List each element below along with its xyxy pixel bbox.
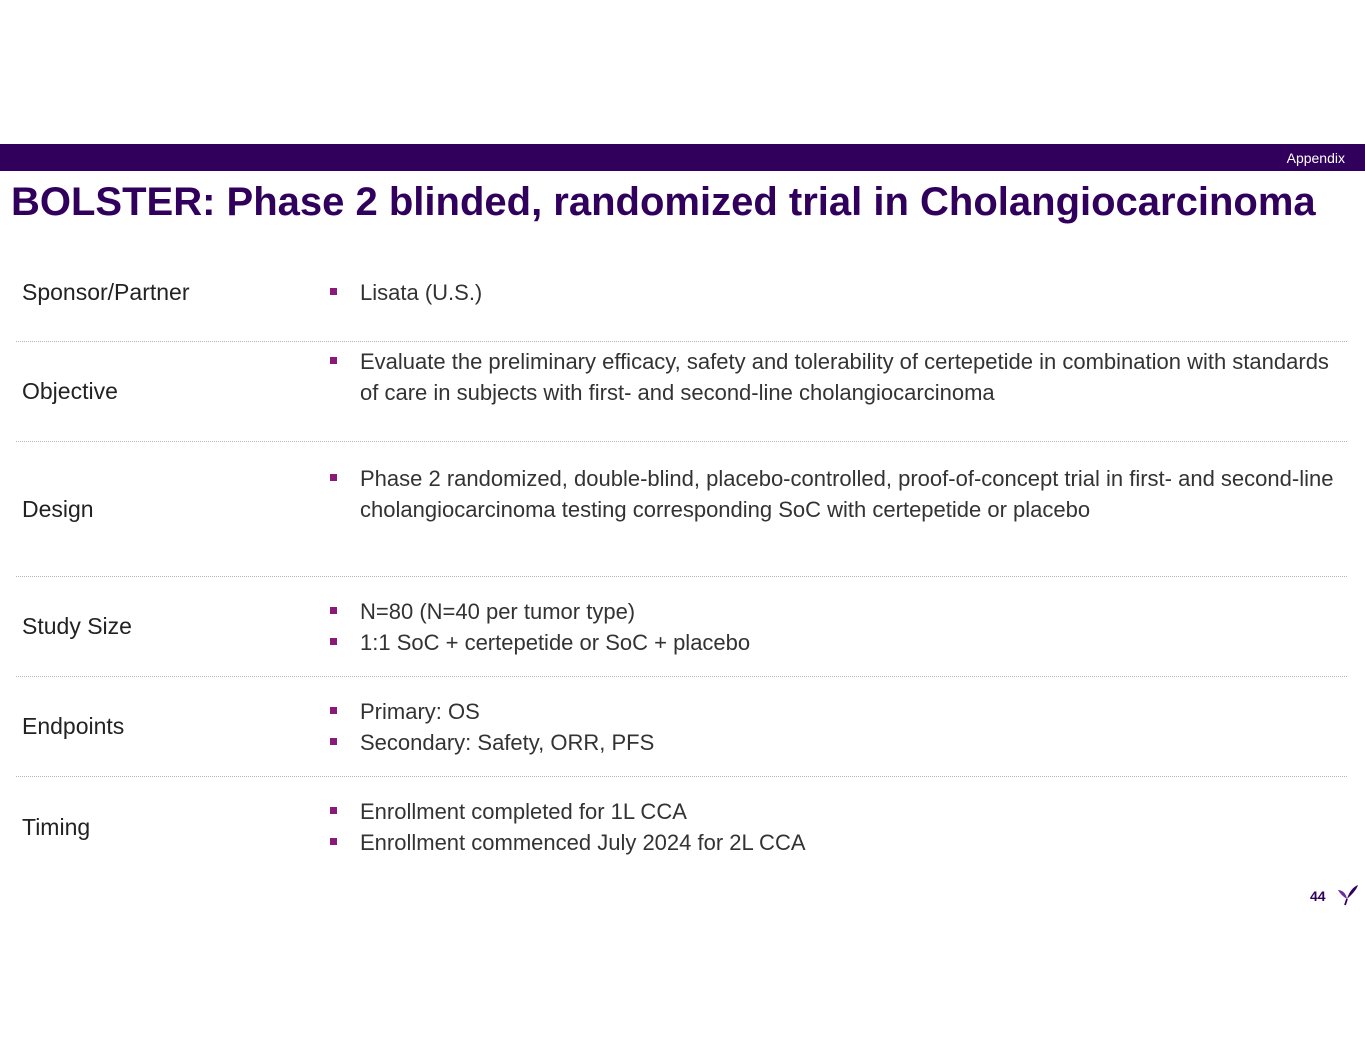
header-band	[0, 144, 1365, 171]
row-label: Timing	[22, 813, 91, 840]
page-number: 44	[1310, 888, 1326, 904]
row-bullets	[316, 277, 1347, 308]
row-design	[16, 442, 1347, 577]
row-bullets	[316, 596, 1347, 658]
bullet-item: 1:1 SoC + certepetide or SoC + placebo	[316, 627, 1347, 658]
bullet-item: Phase 2 randomized, double-blind, placebo-controlled, proof-of-concept trial in first- and second-line cholangiocarcinoma testing corresponding SoC with certepetide or placebo	[316, 463, 1347, 525]
bullet-item: Secondary: Safety, ORR, PFS	[316, 727, 1347, 758]
bullet-item: Enrollment completed for 1L CCA	[316, 796, 1347, 827]
row-study-size	[16, 577, 1347, 677]
trial-details-table	[16, 243, 1347, 877]
row-timing	[16, 777, 1347, 877]
row-bullets	[316, 346, 1347, 408]
row-bullets	[316, 696, 1347, 758]
row-label: Design	[22, 495, 94, 522]
bullet-item: Enrollment commenced July 2024 for 2L CCA	[316, 827, 1347, 858]
row-label: Sponsor/Partner	[22, 278, 190, 305]
row-label: Study Size	[22, 613, 132, 639]
section-tag: Appendix	[1286, 150, 1345, 166]
row-label: Endpoints	[22, 713, 125, 739]
bullet-item: N=80 (N=40 per tumor type)	[316, 596, 1347, 627]
slide-title: BOLSTER: Phase 2 blinded, randomized trial in Cholangiocarcinoma	[11, 180, 1316, 224]
bullet-item: Lisata (U.S.)	[316, 277, 1347, 308]
bullet-item: Primary: OS	[316, 696, 1347, 727]
row-label: Objective	[22, 378, 118, 404]
leaf-logo-icon	[1336, 884, 1360, 906]
row-objective	[16, 342, 1347, 442]
bullet-item: Evaluate the preliminary efficacy, safety and tolerability of certepetide in combination with standards of care in subjects with first- and second-line cholangiocarcinoma	[316, 346, 1347, 408]
row-endpoints	[16, 677, 1347, 777]
row-sponsor-partner	[16, 243, 1347, 342]
row-bullets	[316, 463, 1347, 525]
row-bullets	[316, 796, 1347, 858]
